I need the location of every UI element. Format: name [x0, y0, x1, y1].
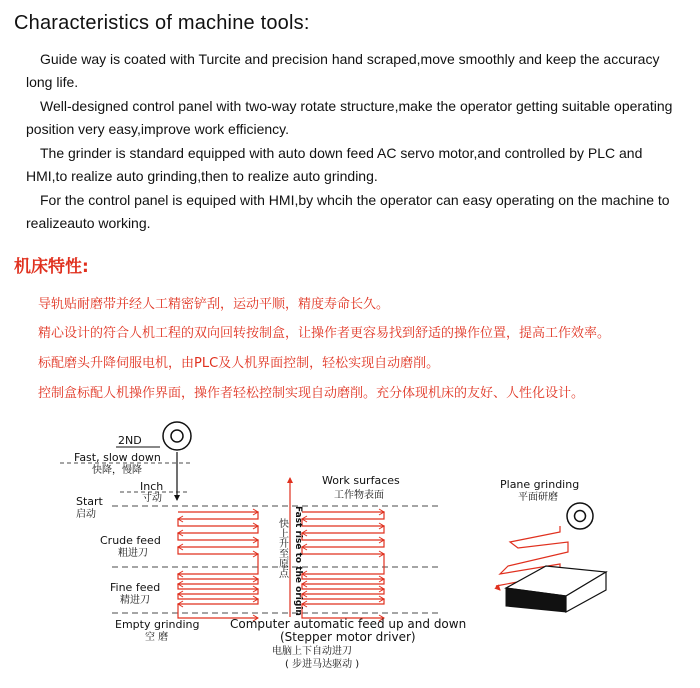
english-paragraph-3	[26, 142, 686, 188]
chinese-line-2: 精心设计的符合人机工程的双向回转按制盒，让操作者更容易找到舒适的操作位置，提高工作效率。	[38, 326, 611, 341]
workpiece-block	[506, 566, 606, 612]
grinding-pass-line	[302, 512, 384, 618]
label-stepper-cn: ( 步进马达驱动 )	[285, 659, 360, 670]
chinese-line-1: 导轨贴耐磨带并经人工精密铲刮，运动平顺，精度寿命长久。	[38, 297, 390, 312]
label-plane-grinding-en: Plane grinding	[500, 478, 580, 491]
label-plane-grinding-cn: 平面研磨	[518, 492, 558, 503]
label-rise-en: Fast rise to the origin	[293, 506, 303, 616]
label-crude-feed-en: Crude feed	[100, 534, 161, 547]
english-paragraph-2	[26, 95, 686, 141]
label-empty-grinding-en: Empty grinding	[115, 618, 200, 631]
label-rise-cn: 快上升至原点	[276, 518, 288, 578]
label-start-en: Start	[76, 495, 103, 508]
label-fast-slow-en: Fast, slow down	[74, 451, 161, 464]
english-paragraph-3-text: The grinder is standard equipped with auto down feed AC servo motor,and controlled by PLC and HMI,to realize auto grinding,then to realize auto grinding.	[26, 145, 643, 184]
label-fine-feed-cn: 精进刀	[120, 595, 150, 606]
grinding-process-diagram	[0, 400, 700, 688]
label-2nd: 2ND	[118, 434, 142, 447]
label-stepper-en: (Stepper motor driver)	[280, 630, 416, 644]
plane-grinding-wheel-icon	[567, 503, 593, 529]
label-work-surfaces-en: Work surfaces	[322, 474, 400, 487]
label-inch-cn: 寸动	[142, 493, 162, 504]
english-paragraph-2-text: Well-designed control panel with two-way rotate structure,make the operator getting suitable operating position very easy,improve work efficiency.	[26, 98, 673, 137]
english-title: Characteristics of machine tools:	[14, 12, 310, 34]
label-fast-slow-cn: 快降，慢降	[92, 465, 142, 476]
label-inch-en: Inch	[140, 480, 164, 493]
grinding-passes-left	[178, 509, 258, 621]
chinese-title: 机床特性:	[14, 257, 89, 277]
label-crude-feed-cn: 粗进刀	[118, 548, 148, 559]
label-start-cn: 启动	[76, 509, 96, 520]
chinese-line-4: 控制盒标配人机操作界面，操作者轻松控制实现自动磨削。充分体现机床的友好、人性化设计。	[38, 386, 585, 401]
grinding-wheel-icon	[163, 422, 191, 450]
grinding-passes-right	[302, 509, 384, 621]
label-computer-feed-en: Computer automatic feed up and down	[230, 617, 467, 631]
grinding-pass-line	[178, 512, 258, 618]
english-paragraph-4-text: For the control panel is equiped with HMI,by whcih the operator can easy operating on the machine to realizeauto working.	[26, 192, 670, 231]
label-fine-feed-en: Fine feed	[110, 581, 161, 594]
label-work-surfaces-cn: 工作物表面	[334, 490, 384, 501]
english-paragraph-4	[26, 189, 686, 235]
english-paragraph-1-text: Guide way is coated with Turcite and precision hand scraped,move smoothly and keep the accuracy long life.	[26, 51, 660, 90]
english-paragraph-1	[26, 48, 686, 94]
label-computer-feed-cn: 电脑上下自动进刀	[272, 646, 352, 657]
chinese-line-3: 标配磨头升降伺服电机，由PLC及人机界面控制，轻松实现自动磨削。	[38, 356, 440, 371]
label-empty-grinding-cn: 空 磨	[145, 632, 169, 643]
